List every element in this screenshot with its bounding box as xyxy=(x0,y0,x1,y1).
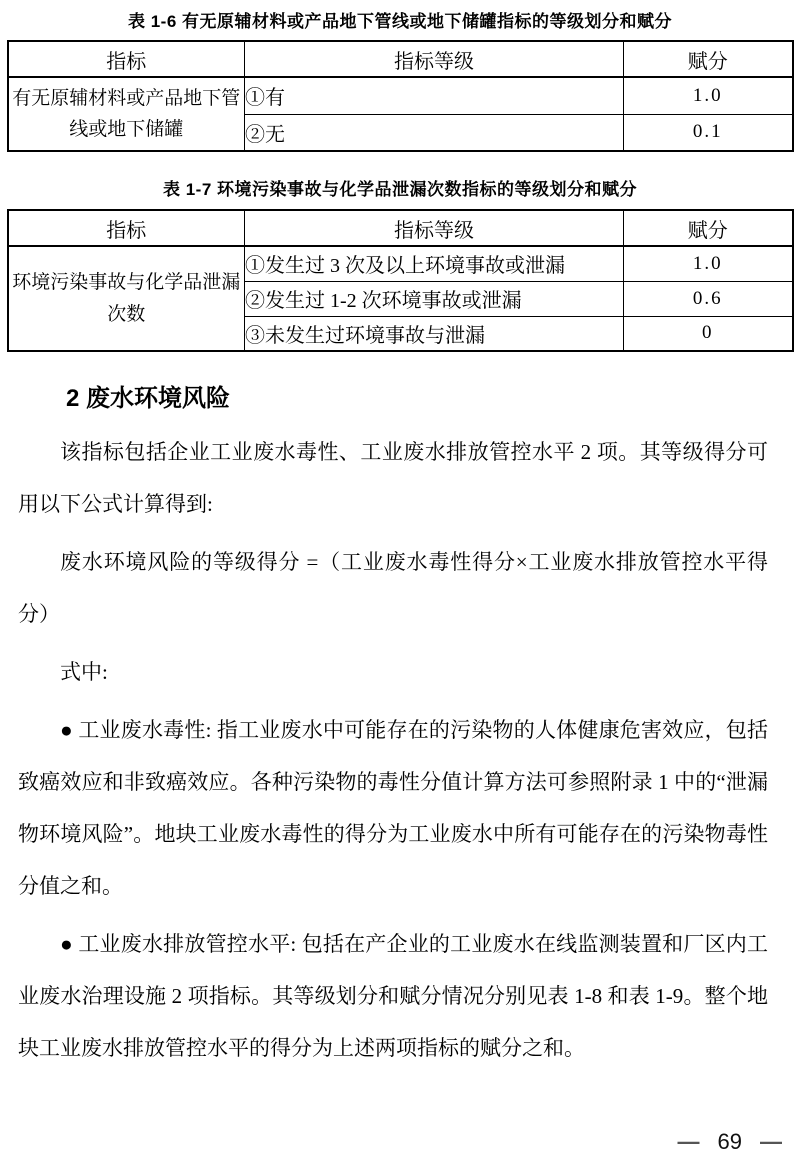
footer-dash-left: — xyxy=(677,1129,700,1154)
table-1-6-header-score: 赋分 xyxy=(624,41,793,77)
table-row xyxy=(8,246,793,281)
paragraph-bullet-discharge-control: ● 工业废水排放管控水平: 包括在产企业的工业废水在线监测装置和厂区内工业废水治理设施 2 项指标。其等级划分和赋分情况分别见表 1-8 和表 1-9。整个地块工业废水排放管控水平的得分为上述两项指标的赋分之和。 xyxy=(18,932,768,1060)
paragraph-formula-intro: 式中: xyxy=(60,660,108,684)
table-1-6 xyxy=(7,40,794,152)
table-1-6-header-indicator: 指标 xyxy=(8,41,245,77)
table-1-7-score-cell: 1.0 xyxy=(624,246,793,281)
table-1-7-header-indicator: 指标 xyxy=(8,210,245,246)
table-1-6-score-cell: 0.1 xyxy=(624,114,793,151)
table-1-7-title: 表 1-7 环境污染事故与化学品泄漏次数指标的等级划分和赋分 xyxy=(162,180,637,199)
table-1-6-grade-cell: ②无 xyxy=(245,114,624,151)
table-1-7-header-score: 赋分 xyxy=(624,210,793,246)
table-1-7-header-row xyxy=(8,210,793,246)
table-1-7-grade-cell: ①发生过 3 次及以上环境事故或泄漏 xyxy=(245,246,624,281)
table-row xyxy=(8,77,793,114)
table-1-6-score-cell: 1.0 xyxy=(624,77,793,114)
section-heading: 2 废水环境风险 xyxy=(66,385,231,412)
page-footer xyxy=(678,1129,782,1155)
table-1-7-header-grade: 指标等级 xyxy=(245,210,624,246)
table-1-7-grade-cell: ②发生过 1-2 次环境事故或泄漏 xyxy=(245,281,624,316)
section-body xyxy=(18,426,768,1074)
table-1-7-grade-cell: ③未发生过环境事故与泄漏 xyxy=(245,316,624,351)
table-1-6-title: 表 1-6 有无原辅材料或产品地下管线或地下储罐指标的等级划分和赋分 xyxy=(127,12,672,31)
table-1-6-header-grade: 指标等级 xyxy=(245,41,624,77)
page-number: 69 xyxy=(717,1129,742,1154)
paragraph-intro: 该指标包括企业工业废水毒性、工业废水排放管控水平 2 项。其等级得分可用以下公式计算得到: xyxy=(18,440,768,516)
table-1-7 xyxy=(7,209,794,352)
paragraph-bullet-wastewater-toxicity: ● 工业废水毒性: 指工业废水中可能存在的污染物的人体健康危害效应，包括致癌效应和非致癌效应。各种污染物的毒性分值计算方法可参照附录 1 中的“泄漏物环境风险”。地块工业废水毒性的得分为工业废水中所有可能存在的污染物毒性分值之和。 xyxy=(18,718,768,898)
table-1-7-indicator-cell: 环境污染事故与化学品泄漏次数 xyxy=(8,246,245,351)
table-1-6-header-row xyxy=(8,41,793,77)
table-1-7-score-cell: 0.6 xyxy=(624,281,793,316)
paragraph-formula: 废水环境风险的等级得分 =（工业废水毒性得分×工业废水排放管控水平得分） xyxy=(18,550,768,626)
table-1-7-score-cell: 0 xyxy=(624,316,793,351)
table-1-6-grade-cell: ①有 xyxy=(245,77,624,114)
footer-dash-right: — xyxy=(760,1129,782,1154)
table-1-6-indicator-cell: 有无原辅材料或产品地下管线或地下储罐 xyxy=(8,77,245,151)
